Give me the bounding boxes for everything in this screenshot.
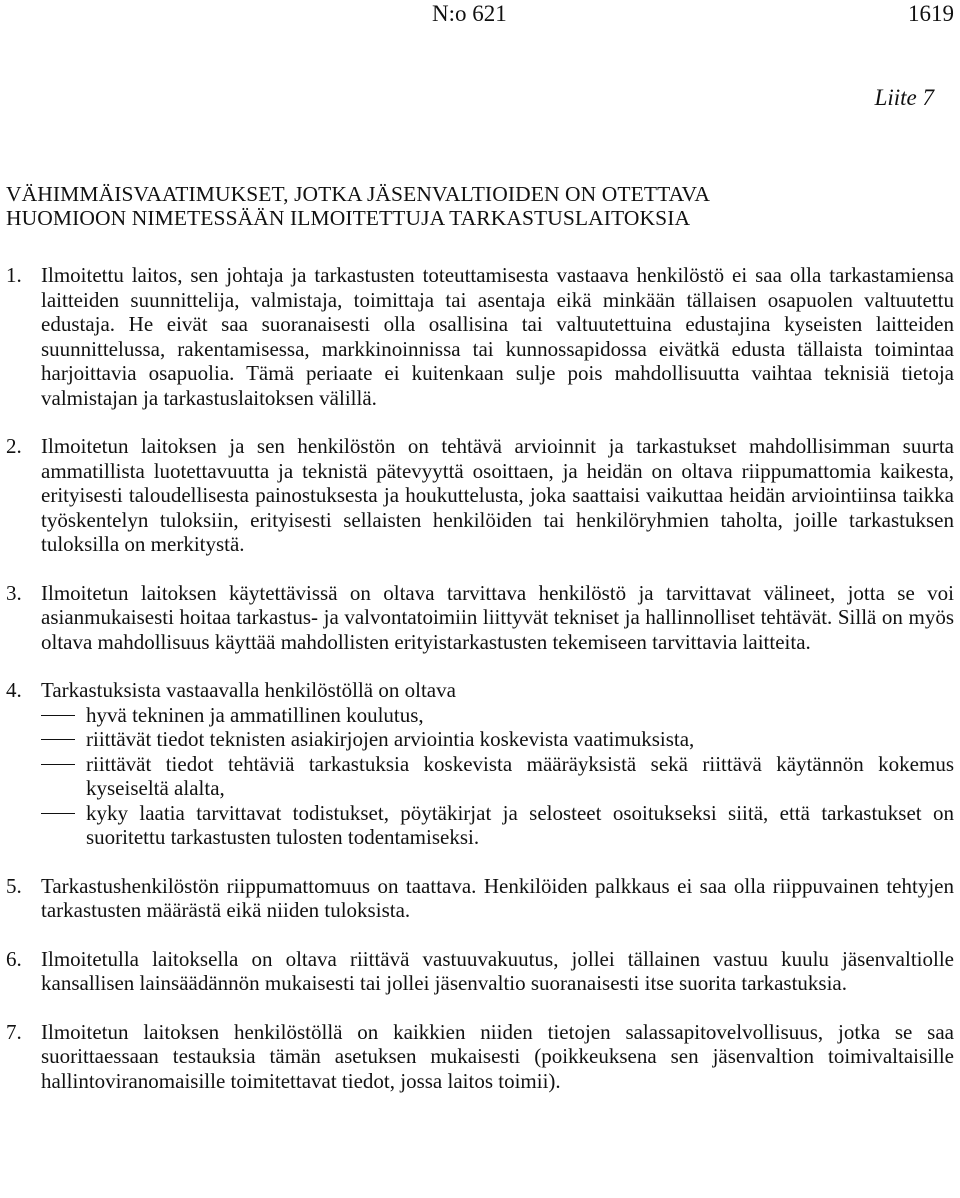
item-text: Ilmoitettu laitos, sen johtaja ja tarkastusten toteuttamisesta vastaava henkilöstö ei saa olla tarkastamiensa laitteiden suunnittelija, valmistaja, toimittaja tai asentaja eikä minkään tällaisen osapuolen valtuutettu edustaja. He eivät saa suoranaisesti olla osallisina tai valtuutettuina edustajina kyseisten laitteiden suunnittelussa, rakentamisessa, markkinoinnissa tai kunnossapidossa eivätkä edusta tällaista toimintaa harjoittavia osapuolia. Tämä periaate ei kuitenkaan sulje pois mahdollisuutta vaihtaa teknisiä tietoja valmistajan ja tarkastuslaitoksen välillä.	[41, 263, 954, 410]
item-number: 4.	[6, 678, 22, 702]
dash-item-text: kyky laatia tarvittavat todistukset, pöytäkirjat ja selosteet osoitukseksi siitä, että tarkastukset on suoritettu tarkastusten tulosten todentamiseksi.	[86, 800, 954, 849]
list-item	[6, 434, 954, 557]
dash-bullet	[41, 739, 75, 740]
item-number: 2.	[6, 434, 22, 458]
document-title	[6, 182, 940, 230]
item-text: Ilmoitetun laitoksen käytettävissä on oltava tarvittava henkilöstö ja tarvittavat välineet, jotta se voi asianmukaisesti hoitaa tarkastus- ja valvontatoimiin liittyvät tekniset ja hallinnolliset tehtävät. Sillä on myös oltava mahdollisuus käyttää mahdollisten erityistarkastusten tekemiseen tarvittavia laitteita.	[41, 580, 954, 654]
list-item	[6, 874, 954, 923]
item-number: 7.	[6, 1019, 22, 1044]
dash-item-text: riittävät tiedot teknisten asiakirjojen arviointia koskevista vaatimuksista,	[86, 727, 695, 751]
item-body	[41, 678, 954, 850]
item-number: 1.	[6, 263, 22, 287]
list-item	[6, 581, 954, 655]
item-text: Tarkastushenkilöstön riippumattomuus on taattava. Henkilöiden palkkaus ei saa olla riippuvainen tehtyjen tarkastusten määrästä eikä niiden tuloksista.	[41, 873, 954, 922]
item-number: 6.	[6, 946, 22, 971]
item-number: 5.	[6, 873, 22, 898]
statute-number: N:o 621	[432, 1, 507, 26]
dash-list-item	[41, 752, 954, 801]
requirements-list	[6, 263, 954, 1117]
list-item	[6, 678, 954, 850]
dash-list-item	[41, 801, 954, 850]
title-line: HUOMIOON NIMETESSÄÄN ILMOITETTUJA TARKASTUSLAITOKSIA	[6, 206, 691, 230]
dash-item-text: hyvä tekninen ja ammatillinen koulutus,	[86, 702, 424, 727]
dash-bullet	[41, 715, 75, 716]
item-text: Ilmoitetun laitoksen henkilöstöllä on kaikkien niiden tietojen salassapitovelvollisuus, jotka se saa suorittaessaan testauksia tämän asetuksen mukaisesti (poikkeuksena sen jäsenvaltion toimivaltaisille hallintoviranomaisille toimitettavat tiedot, jossa laitos toimii).	[41, 1019, 954, 1093]
list-item	[6, 947, 954, 996]
title-line: VÄHIMMÄISVAATIMUKSET, JOTKA JÄSENVALTIOIDEN ON OTETTAVA	[6, 182, 710, 206]
item-number: 3.	[6, 580, 22, 605]
page-number: 1619	[908, 1, 954, 26]
item-text: Ilmoitetun laitoksen ja sen henkilöstön on tehtävä arvioinnit ja tarkastukset mahdollisimman suurta ammatillista luotettavuutta ja teknistä pätevyyttä osoittaen, ja heidän on oltava riippumattomia kaikesta, erityisesti taloudellisesta painostuksesta ja houkuttelusta, joka saattaisi vaikuttaa heidän arviointiinsa taikka työskentelyn tuloksiin, erityisesti sellaisten henkilöiden tai henkilöryhmien taholta, joille tarkastuksen tuloksilla on merkitystä.	[41, 434, 954, 556]
dash-bullet	[41, 813, 75, 814]
dash-item-text: riittävät tiedot tehtäviä tarkastuksia koskevista määräyksistä sekä riittävä käytännön kokemus kyseiseltä alalta,	[86, 751, 954, 800]
dash-list-item	[41, 703, 954, 728]
list-item	[6, 1020, 954, 1094]
dash-bullet	[41, 764, 75, 765]
annex-label: Liite 7	[874, 85, 934, 110]
dash-list-item	[41, 727, 954, 752]
list-item	[6, 263, 954, 410]
item-text: Ilmoitetulla laitoksella on oltava riittävä vastuuvakuutus, jollei tällainen vastuu kuulu jäsenvaltiolle kansallisen lainsäädännön mukaisesti tai jollei jäsenvaltio suoranaisesti itse suorita tarkastuksia.	[41, 946, 954, 995]
item-text: Tarkastuksista vastaavalla henkilöstöllä on oltava	[41, 678, 456, 702]
